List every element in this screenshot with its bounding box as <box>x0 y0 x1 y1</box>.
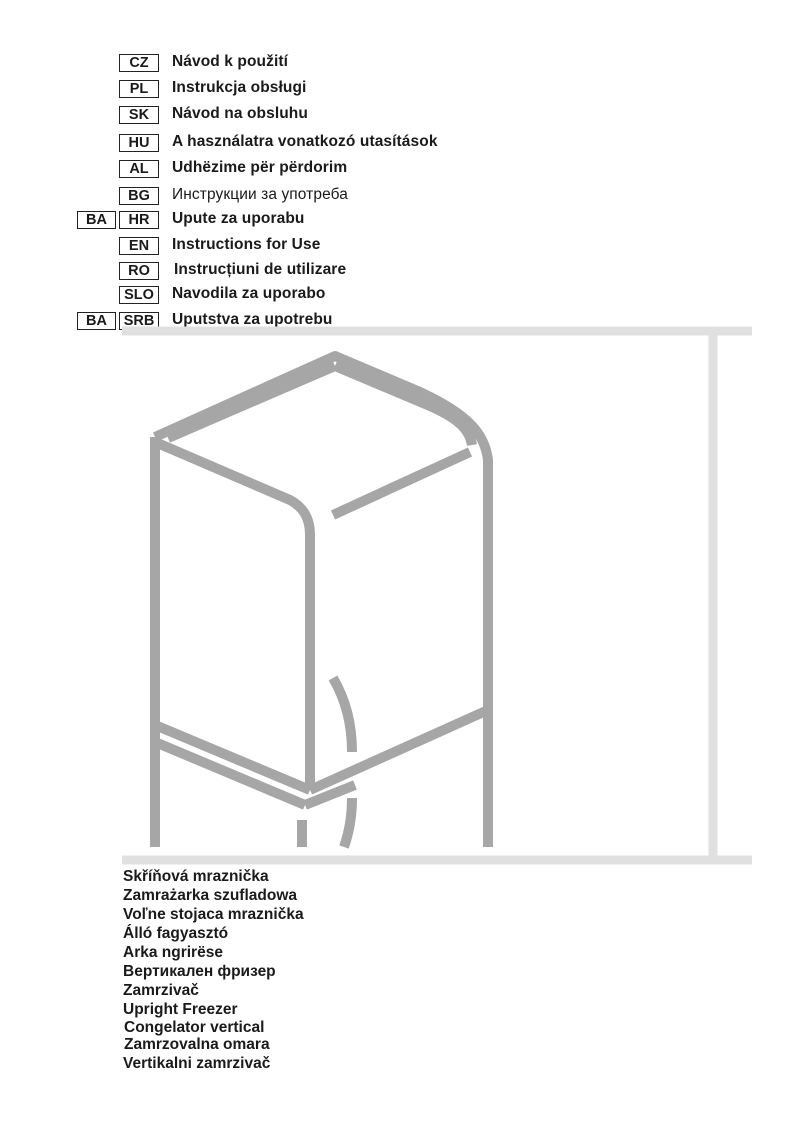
product-name: Upright Freezer <box>123 1001 238 1018</box>
freezer-handle-upper <box>333 678 352 752</box>
product-name: Vertikalni zamrzivač <box>123 1055 271 1072</box>
language-extra-code-box: BA <box>77 211 116 229</box>
language-code-box: AL <box>119 160 159 178</box>
language-title: Instrukcja obsługi <box>172 79 307 96</box>
language-code-box: HU <box>119 134 159 152</box>
freezer-front-division <box>310 710 488 790</box>
product-name: Zamrażarka szufladowa <box>123 887 298 904</box>
freezer-left-division <box>155 725 310 790</box>
freezer-illustration <box>0 320 802 885</box>
freezer-outline-icon <box>0 320 802 880</box>
language-code-box: SRB <box>119 312 159 330</box>
language-code-box: CZ <box>119 54 159 72</box>
freezer-door-top <box>333 452 470 515</box>
product-name: Álló fagyasztó <box>123 925 229 942</box>
product-name: Skříňová mraznička <box>123 868 269 885</box>
product-name: Congelator vertical <box>124 1019 265 1036</box>
language-title: Návod na obsluhu <box>172 105 308 122</box>
language-code-box: PL <box>119 80 159 98</box>
language-title: Instrucțiuni de utilizare <box>174 261 347 278</box>
product-name: Вертикален фризер <box>123 963 276 980</box>
language-title: Návod k použití <box>172 53 289 70</box>
product-name: Zamrzivač <box>123 982 199 999</box>
language-code-box: SK <box>119 106 159 124</box>
language-code-box: EN <box>119 237 159 255</box>
language-code-box: RO <box>119 262 159 280</box>
language-title: Инструкции за употреба <box>172 186 348 203</box>
language-title: Uputstva za upotrebu <box>172 311 333 328</box>
language-extra-code-box: BA <box>77 312 116 330</box>
language-title: Upute za uporabu <box>172 210 305 227</box>
language-title: Navodila za uporabo <box>172 285 326 302</box>
freezer-top-right-edge <box>155 356 488 847</box>
language-code-box: HR <box>119 211 159 229</box>
product-name: Voľne stojaca mraznička <box>123 906 304 923</box>
freezer-top-inner-line <box>168 366 335 438</box>
product-name: Arka ngrirëse <box>123 944 223 961</box>
freezer-handle-lower <box>344 798 352 847</box>
language-title: Udhëzime për përdorim <box>172 159 348 176</box>
language-code-box: BG <box>119 187 159 205</box>
product-name: Zamrzovalna omara <box>124 1036 270 1053</box>
language-title: Instructions for Use <box>172 236 321 253</box>
language-code-box: SLO <box>119 286 159 304</box>
language-title: A használatra vonatkozó utasítások <box>172 133 438 150</box>
